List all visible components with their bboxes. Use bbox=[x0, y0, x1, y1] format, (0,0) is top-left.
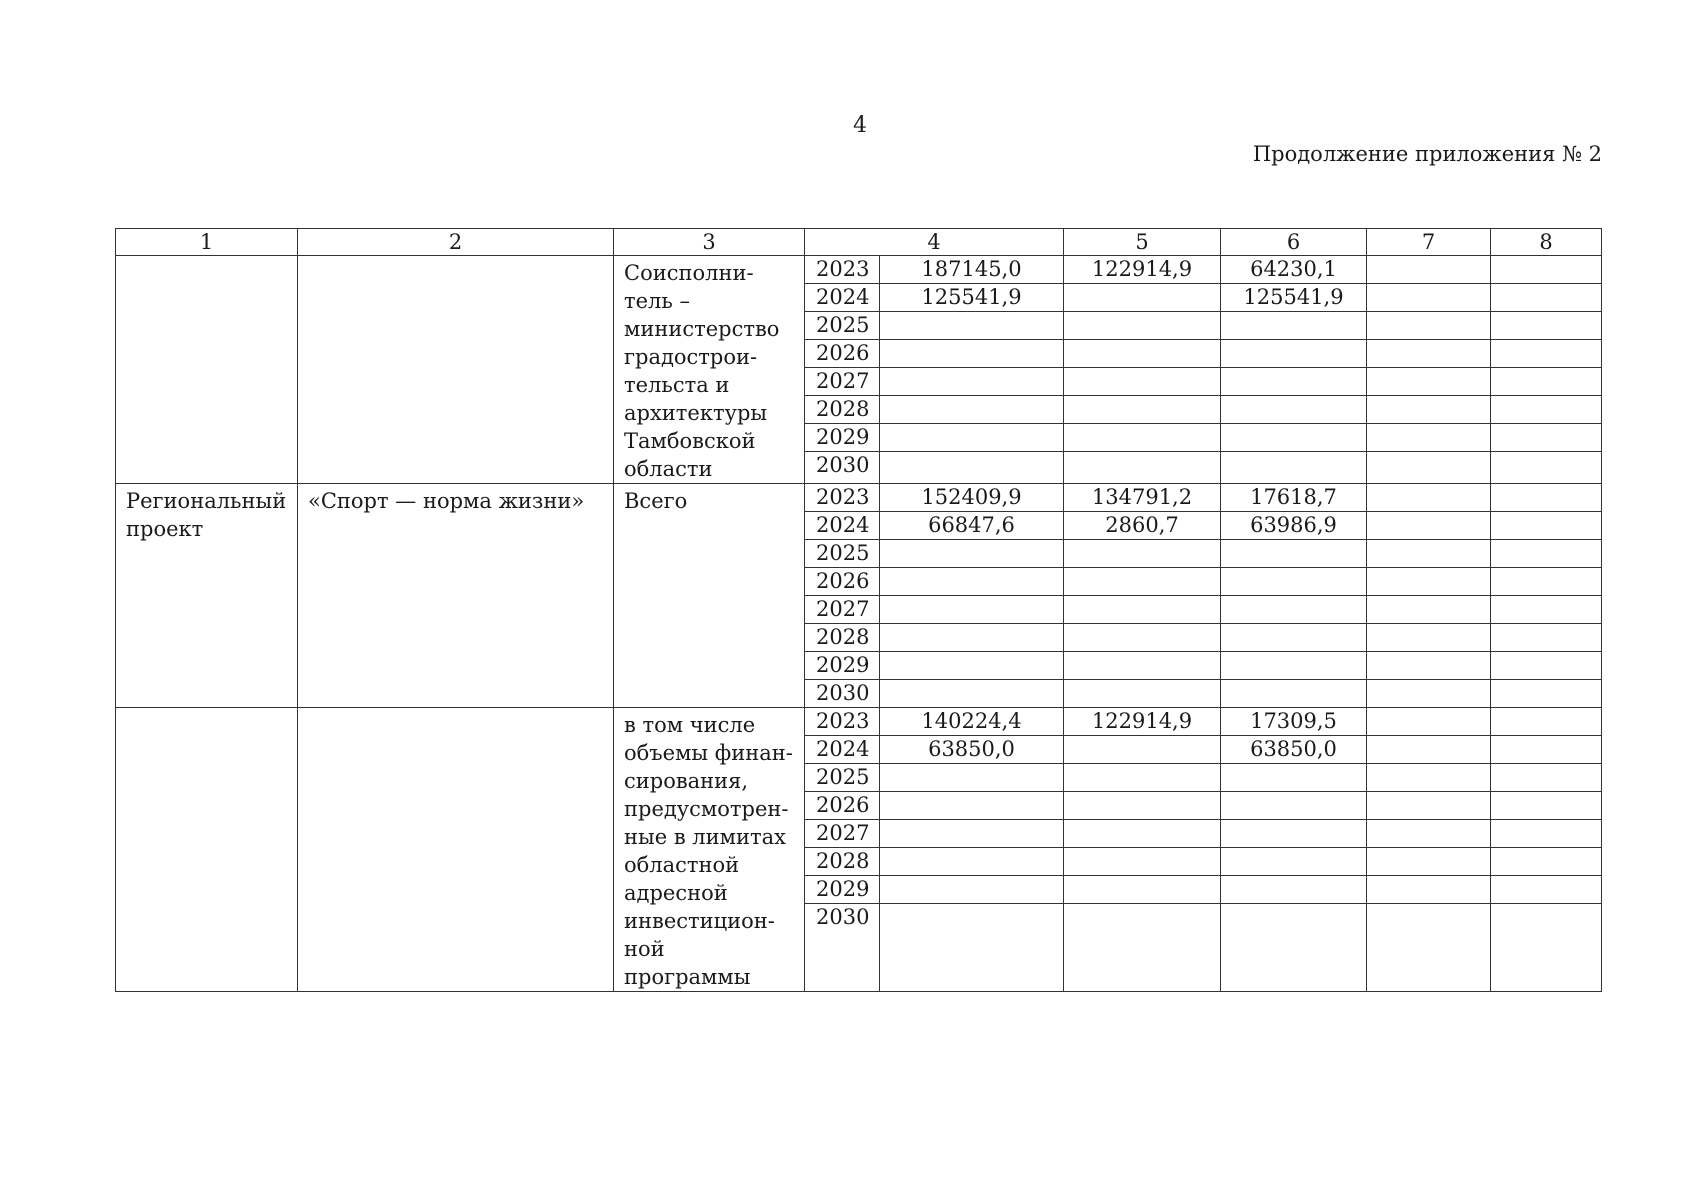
value-cell-c6 bbox=[1221, 340, 1367, 368]
value-cell-c5 bbox=[1064, 396, 1221, 424]
value-cell-c5 bbox=[1064, 848, 1221, 876]
value-cell-c7 bbox=[1367, 484, 1491, 512]
value-cell-c6 bbox=[1221, 396, 1367, 424]
value-cell-c8 bbox=[1491, 284, 1602, 312]
year-cell: 2028 bbox=[805, 848, 880, 876]
value-cell-c6 bbox=[1221, 848, 1367, 876]
value-cell-c8 bbox=[1491, 848, 1602, 876]
year-cell: 2030 bbox=[805, 680, 880, 708]
year-cell: 2025 bbox=[805, 540, 880, 568]
value-cell-c4: 152409,9 bbox=[880, 484, 1064, 512]
appendix-continuation-note: Продолжение приложения № 2 bbox=[1252, 142, 1602, 166]
value-cell-c8 bbox=[1491, 512, 1602, 540]
value-cell-c7 bbox=[1367, 256, 1491, 284]
value-cell-c5 bbox=[1064, 284, 1221, 312]
value-cell-c4 bbox=[880, 424, 1064, 452]
value-cell-c6 bbox=[1221, 820, 1367, 848]
value-cell-c8 bbox=[1491, 256, 1602, 284]
value-cell-c4 bbox=[880, 568, 1064, 596]
value-cell-c5 bbox=[1064, 424, 1221, 452]
table-row bbox=[116, 256, 1602, 284]
page-number: 4 bbox=[853, 113, 867, 138]
value-cell-c8 bbox=[1491, 680, 1602, 708]
year-cell: 2029 bbox=[805, 652, 880, 680]
value-cell-c5 bbox=[1064, 568, 1221, 596]
value-cell-c4 bbox=[880, 764, 1064, 792]
group-name-cell: «Спорт — норма жизни» bbox=[298, 484, 614, 708]
value-cell-c5 bbox=[1064, 624, 1221, 652]
header-cell-col2: 2 bbox=[298, 229, 614, 256]
value-cell-c4: 140224,4 bbox=[880, 708, 1064, 736]
value-cell-c5 bbox=[1064, 876, 1221, 904]
value-cell-c4: 125541,9 bbox=[880, 284, 1064, 312]
year-cell: 2023 bbox=[805, 708, 880, 736]
value-cell-c7 bbox=[1367, 424, 1491, 452]
value-cell-c5 bbox=[1064, 792, 1221, 820]
value-cell-c6: 63986,9 bbox=[1221, 512, 1367, 540]
value-cell-c8 bbox=[1491, 736, 1602, 764]
value-cell-c6 bbox=[1221, 540, 1367, 568]
value-cell-c7 bbox=[1367, 764, 1491, 792]
value-cell-c6: 125541,9 bbox=[1221, 284, 1367, 312]
value-cell-c7 bbox=[1367, 396, 1491, 424]
value-cell-c5 bbox=[1064, 340, 1221, 368]
value-cell-c8 bbox=[1491, 312, 1602, 340]
value-cell-c7 bbox=[1367, 312, 1491, 340]
value-cell-c7 bbox=[1367, 876, 1491, 904]
value-cell-c4: 63850,0 bbox=[880, 736, 1064, 764]
value-cell-c6 bbox=[1221, 568, 1367, 596]
value-cell-c6 bbox=[1221, 876, 1367, 904]
header-cell-col8: 8 bbox=[1491, 229, 1602, 256]
value-cell-c7 bbox=[1367, 792, 1491, 820]
value-cell-c5: 122914,9 bbox=[1064, 256, 1221, 284]
value-cell-c7 bbox=[1367, 624, 1491, 652]
group-name-cell bbox=[298, 708, 614, 992]
value-cell-c8 bbox=[1491, 368, 1602, 396]
value-cell-c7 bbox=[1367, 284, 1491, 312]
value-cell-c5 bbox=[1064, 820, 1221, 848]
group-executor-cell: Соисполни-тель – министерство градострои-тельста и архитектуры Тамбовской области bbox=[614, 256, 805, 484]
value-cell-c6 bbox=[1221, 596, 1367, 624]
value-cell-c7 bbox=[1367, 512, 1491, 540]
value-cell-c7 bbox=[1367, 708, 1491, 736]
group-type-cell: Региональный проект bbox=[116, 484, 298, 708]
header-cell-col3: 3 bbox=[614, 229, 805, 256]
header-cell-col4: 4 bbox=[805, 229, 1064, 256]
value-cell-c6: 63850,0 bbox=[1221, 736, 1367, 764]
value-cell-c4 bbox=[880, 340, 1064, 368]
value-cell-c5 bbox=[1064, 736, 1221, 764]
value-cell-c7 bbox=[1367, 540, 1491, 568]
value-cell-c5: 134791,2 bbox=[1064, 484, 1221, 512]
value-cell-c6: 64230,1 bbox=[1221, 256, 1367, 284]
value-cell-c8 bbox=[1491, 820, 1602, 848]
value-cell-c4 bbox=[880, 876, 1064, 904]
value-cell-c6 bbox=[1221, 424, 1367, 452]
year-cell: 2027 bbox=[805, 596, 880, 624]
year-cell: 2027 bbox=[805, 368, 880, 396]
value-cell-c7 bbox=[1367, 680, 1491, 708]
year-cell: 2024 bbox=[805, 512, 880, 540]
value-cell-c4 bbox=[880, 848, 1064, 876]
value-cell-c8 bbox=[1491, 764, 1602, 792]
year-cell: 2029 bbox=[805, 876, 880, 904]
value-cell-c8 bbox=[1491, 452, 1602, 484]
value-cell-c4 bbox=[880, 904, 1064, 992]
value-cell-c5 bbox=[1064, 312, 1221, 340]
value-cell-c7 bbox=[1367, 452, 1491, 484]
year-cell: 2027 bbox=[805, 820, 880, 848]
value-cell-c4 bbox=[880, 680, 1064, 708]
value-cell-c5 bbox=[1064, 540, 1221, 568]
value-cell-c4 bbox=[880, 540, 1064, 568]
financing-table bbox=[115, 228, 1602, 992]
value-cell-c8 bbox=[1491, 904, 1602, 992]
value-cell-c5 bbox=[1064, 368, 1221, 396]
value-cell-c8 bbox=[1491, 568, 1602, 596]
value-cell-c8 bbox=[1491, 484, 1602, 512]
value-cell-c5 bbox=[1064, 652, 1221, 680]
value-cell-c7 bbox=[1367, 652, 1491, 680]
header-cell-col1: 1 bbox=[116, 229, 298, 256]
value-cell-c6 bbox=[1221, 312, 1367, 340]
value-cell-c8 bbox=[1491, 876, 1602, 904]
value-cell-c4 bbox=[880, 452, 1064, 484]
year-cell: 2028 bbox=[805, 624, 880, 652]
year-cell: 2026 bbox=[805, 340, 880, 368]
table-row bbox=[116, 708, 1602, 736]
value-cell-c7 bbox=[1367, 904, 1491, 992]
value-cell-c5: 2860,7 bbox=[1064, 512, 1221, 540]
value-cell-c5 bbox=[1064, 764, 1221, 792]
value-cell-c6 bbox=[1221, 792, 1367, 820]
value-cell-c4: 66847,6 bbox=[880, 512, 1064, 540]
value-cell-c6 bbox=[1221, 652, 1367, 680]
value-cell-c7 bbox=[1367, 340, 1491, 368]
value-cell-c5 bbox=[1064, 904, 1221, 992]
year-cell: 2024 bbox=[805, 284, 880, 312]
value-cell-c6 bbox=[1221, 624, 1367, 652]
value-cell-c6 bbox=[1221, 368, 1367, 396]
header-cell-col7: 7 bbox=[1367, 229, 1491, 256]
header-cell-col5: 5 bbox=[1064, 229, 1221, 256]
value-cell-c7 bbox=[1367, 568, 1491, 596]
value-cell-c4 bbox=[880, 820, 1064, 848]
value-cell-c7 bbox=[1367, 736, 1491, 764]
value-cell-c6: 17618,7 bbox=[1221, 484, 1367, 512]
value-cell-c8 bbox=[1491, 596, 1602, 624]
value-cell-c7 bbox=[1367, 820, 1491, 848]
table-header-row bbox=[116, 229, 1602, 256]
value-cell-c8 bbox=[1491, 396, 1602, 424]
year-cell: 2023 bbox=[805, 256, 880, 284]
value-cell-c7 bbox=[1367, 596, 1491, 624]
year-cell: 2026 bbox=[805, 792, 880, 820]
value-cell-c4: 187145,0 bbox=[880, 256, 1064, 284]
year-cell: 2024 bbox=[805, 736, 880, 764]
value-cell-c8 bbox=[1491, 424, 1602, 452]
year-cell: 2026 bbox=[805, 568, 880, 596]
table-row bbox=[116, 484, 1602, 512]
year-cell: 2025 bbox=[805, 764, 880, 792]
value-cell-c6 bbox=[1221, 904, 1367, 992]
value-cell-c4 bbox=[880, 396, 1064, 424]
value-cell-c8 bbox=[1491, 340, 1602, 368]
year-cell: 2025 bbox=[805, 312, 880, 340]
group-executor-cell: Всего bbox=[614, 484, 805, 708]
value-cell-c7 bbox=[1367, 368, 1491, 396]
year-cell: 2023 bbox=[805, 484, 880, 512]
value-cell-c6 bbox=[1221, 680, 1367, 708]
value-cell-c8 bbox=[1491, 540, 1602, 568]
value-cell-c8 bbox=[1491, 652, 1602, 680]
value-cell-c8 bbox=[1491, 708, 1602, 736]
year-cell: 2030 bbox=[805, 452, 880, 484]
value-cell-c4 bbox=[880, 624, 1064, 652]
value-cell-c6: 17309,5 bbox=[1221, 708, 1367, 736]
value-cell-c7 bbox=[1367, 848, 1491, 876]
value-cell-c5 bbox=[1064, 680, 1221, 708]
value-cell-c8 bbox=[1491, 624, 1602, 652]
year-cell: 2030 bbox=[805, 904, 880, 992]
year-cell: 2029 bbox=[805, 424, 880, 452]
group-type-cell bbox=[116, 708, 298, 992]
value-cell-c4 bbox=[880, 596, 1064, 624]
value-cell-c4 bbox=[880, 368, 1064, 396]
value-cell-c4 bbox=[880, 312, 1064, 340]
value-cell-c6 bbox=[1221, 452, 1367, 484]
group-type-cell bbox=[116, 256, 298, 484]
header-cell-col6: 6 bbox=[1221, 229, 1367, 256]
value-cell-c6 bbox=[1221, 764, 1367, 792]
group-executor-cell: в том числе объемы финан-сирования, предусмотрен-ные в лимитах областной адресной инвестицион-ной программы bbox=[614, 708, 805, 992]
value-cell-c5: 122914,9 bbox=[1064, 708, 1221, 736]
value-cell-c5 bbox=[1064, 596, 1221, 624]
value-cell-c4 bbox=[880, 652, 1064, 680]
year-cell: 2028 bbox=[805, 396, 880, 424]
value-cell-c4 bbox=[880, 792, 1064, 820]
value-cell-c5 bbox=[1064, 452, 1221, 484]
group-name-cell bbox=[298, 256, 614, 484]
value-cell-c8 bbox=[1491, 792, 1602, 820]
